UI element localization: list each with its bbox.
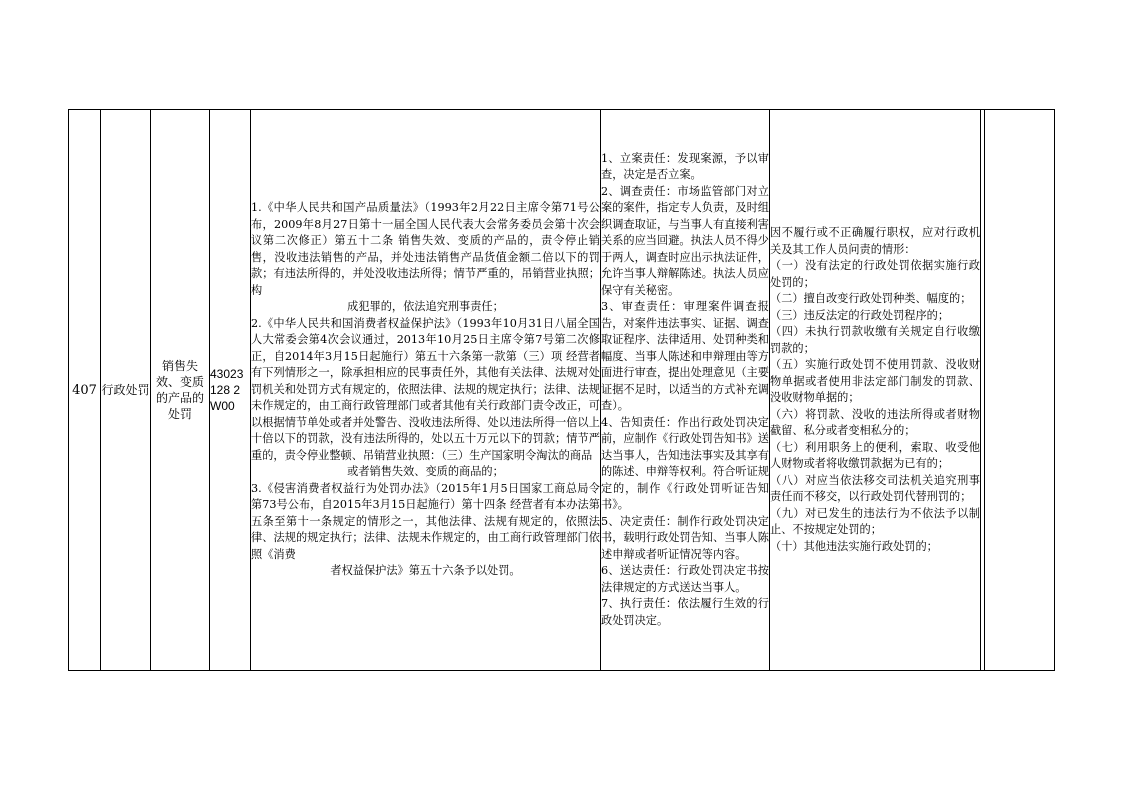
legal-basis-cell [251,110,601,671]
responsibility-item: 3、审查责任：审理案件调查报告，对案件违法事实、证据、调查取证程序、法律适用、处罚种类和幅度、当事人陈述和申辩理由等方面进行审查，提出处理意见（主要证据不足时，以适当的方式补充调查）。 [601,300,769,413]
accountability-item: （二）擅自改变行政处罚种类、幅度的； [770,292,972,305]
legal-basis-paragraph: 3.《侵害消费者权益行为处罚办法》（2015年1月5日国家工商总局令第73号公布，自2015年3月15日起施行）第十四条 经营者有本办法第五条至第十一条规定的情形之一，其他法律、法规有规定的，依照法律、法规的规定执行；法律、法规未作规定的，由工商行政管理部门依照《消费 [251,481,600,561]
responsibility-item: 6、送达责任：行政处罚决定书按法律规定的方式送达当事人。 [601,564,769,594]
row-number: 407 [72,382,97,398]
accountability-item: （六）将罚款、没收的违法所得或者财物截留、私分或者变相私分的； [770,407,980,437]
table-row [69,110,1055,671]
accountability-item: （四）未执行罚款收缴有关规定自行收缴罚款的； [770,325,980,355]
accountability-item: （八）对应当依法移交司法机关追究刑事责任而不移交，以行政处罚代替刑罚的； [770,473,980,503]
power-type: 行政处罚 [101,383,150,397]
responsibility-item: 2、调查责任：市场监管部门对立案的案件，指定专人负责，及时组织调查取证，与当事人有直接利害关系的应当回避。执法人员不得少于两人，调查时应出示执法证件，允许当事人辩解陈述。执法人员应保守有关秘密。 [601,184,769,297]
note-cell [985,110,1055,671]
responsibility-item: 4、告知责任：作出行政处罚决定前，应制作《行政处罚告知书》送达当事人，告知违法事实及其享有的陈述、申辩等权利。符合听证规定的，制作《行政处罚听证告知书》。 [601,415,769,512]
legal-basis-paragraph: 成犯罪的，依法追究刑事责任； [347,300,504,314]
accountability-item: （三）违反法定的行政处罚程序的； [770,308,950,322]
responsibility-item: 5、决定责任：制作行政处罚决定书，载明行政处罚告知、当事人陈述申辩或者听证情况等内容。 [601,514,769,561]
accountability-cell [770,110,981,671]
accountability-item: （一）没有法定的行政处罚依据实施行政处罚的； [770,259,980,289]
power-list-table [68,109,1055,671]
accountability-item: （九）对已发生的违法行为不依法予以制止、不按规定处罚的； [770,506,980,536]
accountability-item: 因不履行或不正确履行职权，应对行政机关及其工作人员问责的情形： [770,226,980,256]
legal-basis-paragraph: 或者销售失效、变质的商品的； [347,465,504,479]
accountability-item: （七）利用职务上的便利，索取、收受他人财物或者将收缴罚款据为已有的； [770,440,980,470]
power-type-cell [101,110,151,671]
accountability-item: （十）其他违法实施行政处罚的； [770,539,938,553]
item-code-cell [210,110,251,671]
row-number-cell [69,110,101,671]
legal-basis-paragraph: 2.《中华人民共和国消费者权益保护法》（1993年10月31日八届全国人大常委会第4次会议通过，2013年10月25日主席令第7号第二次修正，自2014年3月15日起施行）第五十六条第一款第（三）项 经营者有下列情形之一，除承担相应的民事责任外，其他有关法律、法规对处罚机关和处罚方式有规定的，依照法律、法规的规定执行；法律、法规未作规定的，由工商行政管理部门或者其他有关行政部门责令改正，可以根据情节单处或者并处警告、没收违法所得、处以违法所得一倍以上十倍以下的罚款，没有违法所得的，处以五十万元以下的罚款；情节严重的，责令停业整顿、吊销营业执照：（三）生产国家明令淘汰的商品 [251,316,600,462]
item-code: 43023128 2W00 [210,367,244,413]
legal-basis-paragraph: 1.《中华人民共和国产品质量法》（1993年2月22日主席令第71号公布，2009年8月27日第十一届全国人民代表大会常务委员会第十次会议第二次修正）第五十二条 销售失效、变质的产品的，责令停止销售，没收违法销售的产品，并处违法销售产品货值金额二倍以下的罚款；有违法所得的，并处没收违法所得；情节严重的，吊销营业执照；构 [251,201,600,297]
accountability-item: （五）实施行政处罚不使用罚款、没收财物单据或者使用非法定部门制发的罚款、没收财物单据的； [770,358,980,404]
responsibility-item: 7、执行责任：依法履行生效的行政处罚决定。 [601,597,769,627]
legal-basis-paragraph: 者权益保护法》第五十六条予以处罚。 [330,564,521,578]
item-name: 销售失效、变质的产品的处罚 [155,359,204,421]
item-name-cell [151,110,210,671]
responsibility-cell [601,110,770,671]
responsibility-item: 1、立案责任：发现案源，予以审查，决定是否立案。 [601,151,769,182]
